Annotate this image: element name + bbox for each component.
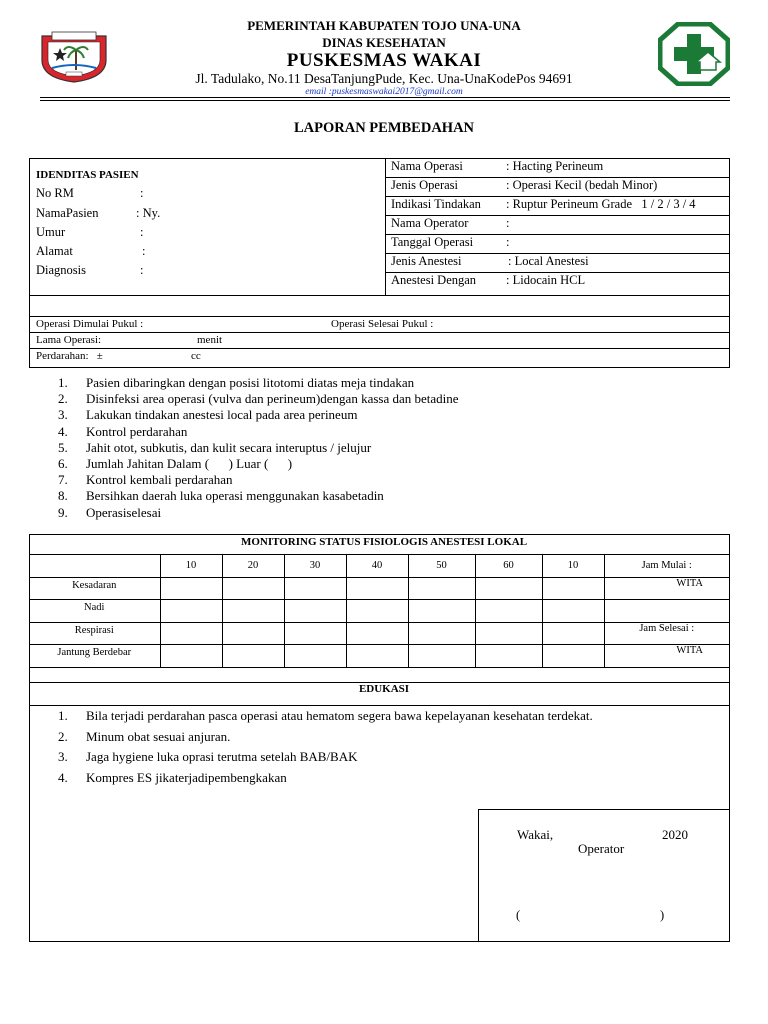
field-sep-diagnosis: : — [140, 263, 144, 277]
table-row — [29, 645, 729, 668]
table-cell[interactable] — [284, 577, 346, 600]
op-label-anesthetic-agent: Anestesi Dengan — [391, 273, 477, 287]
education-list — [58, 706, 593, 788]
op-value-date: : — [506, 235, 510, 249]
table-row — [29, 577, 729, 600]
table-cell[interactable] — [160, 645, 222, 668]
timing-mid-rule — [29, 332, 730, 333]
header-institution: PUSKESMAS WAKAI — [286, 50, 482, 71]
table-cell[interactable] — [222, 622, 284, 645]
start-time-label: Operasi Dimulai Pukul : — [36, 318, 144, 330]
table-cell — [604, 600, 729, 623]
table-cell[interactable] — [408, 645, 475, 668]
procedure-steps — [58, 375, 459, 521]
table-cell[interactable] — [408, 600, 475, 623]
puskesmas-green-cross-logo — [658, 22, 730, 86]
table-corner — [29, 555, 160, 578]
table-cell[interactable] — [284, 645, 346, 668]
table-cell[interactable] — [222, 600, 284, 623]
op-value-operator: : — [506, 216, 510, 230]
signature-left-rule — [478, 809, 479, 942]
list-item: 2. Minum obat sesuai anjuran. — [58, 728, 231, 744]
table-cell[interactable] — [542, 622, 604, 645]
signature-top-rule — [478, 809, 730, 810]
time-header: 40 — [346, 555, 408, 578]
time-header: 10 — [542, 555, 604, 578]
identity-bottom-rule — [29, 295, 730, 296]
table-cell[interactable] — [346, 622, 408, 645]
list-item: 1. Bila terjadi perdarahan pasca operasi atau hematom segera bawa kepelayanan kesehatan terdekat. — [58, 708, 593, 723]
signature-year: 2020 — [662, 827, 688, 842]
table-cell[interactable] — [542, 600, 604, 623]
list-item: 7. Kontrol kembali perdarahan — [58, 472, 233, 488]
op-value-anesthesia: : Local Anestesi — [508, 254, 589, 268]
monitoring-title: MONITORING STATUS FISIOLOGIS ANESTESI LOKAL — [240, 536, 528, 548]
op-label-indication: Indikasi Tindakan — [391, 197, 481, 211]
field-sep-rm: : — [140, 186, 144, 200]
bleeding-unit: cc — [191, 350, 201, 362]
time-header: 30 — [284, 555, 346, 578]
table-cell[interactable] — [284, 622, 346, 645]
list-item: 8. Bersihkan daerah luka operasi menggunakan kasabetadin — [58, 488, 384, 504]
wita-end: WITA — [604, 645, 729, 668]
row-label-kesadaran: Kesadaran — [29, 577, 160, 600]
table-cell[interactable] — [346, 600, 408, 623]
op-value-name: : Hacting Perineum — [506, 159, 604, 173]
row-label-jantung: Jantung Berdebar — [29, 645, 160, 668]
monitoring-table — [29, 554, 729, 668]
header-address: Jl. Tadulako, No.11 DesaTanjungPude, Kec. Una-UnaKodePos 94691 — [195, 71, 573, 86]
row-label-respirasi: Respirasi — [29, 622, 160, 645]
list-item: 1. Pasien dibaringkan dengan posisi litotomi diatas meja tindakan — [58, 375, 415, 390]
field-label-age: Umur — [36, 225, 66, 239]
time-header: 60 — [475, 555, 542, 578]
field-sep-age: : — [140, 225, 144, 239]
table-cell[interactable] — [475, 577, 542, 600]
wita-start: WITA — [604, 577, 729, 600]
table-cell[interactable] — [475, 600, 542, 623]
signature-close-paren: ) — [660, 908, 665, 922]
op-label-date: Tanggal Operasi — [391, 235, 474, 249]
field-label-rm: No RM — [36, 186, 74, 200]
time-header: 20 — [222, 555, 284, 578]
list-item: 2. Disinfeksi area operasi (vulva dan perineum)dengan kassa dan betadine — [58, 391, 459, 407]
patient-heading: IDENDITAS PASIEN — [36, 169, 139, 181]
field-label-diagnosis: Diagnosis — [36, 263, 86, 277]
table-cell[interactable] — [408, 577, 475, 600]
op-value-type: : Operasi Kecil (bedah Minor) — [506, 178, 658, 192]
field-sep-name: : Ny. — [136, 206, 161, 220]
row-label-nadi: Nadi — [29, 600, 160, 623]
end-time-label: Operasi Selesai Pukul : — [331, 318, 434, 330]
identity-divider — [385, 158, 386, 296]
timing-top-rule — [29, 316, 730, 317]
op-value-indication: : Ruptur Perineum Grade 1 / 2 / 3 / 4 — [506, 197, 696, 211]
table-cell[interactable] — [222, 645, 284, 668]
op-label-anesthesia: Jenis Anestesi — [391, 254, 462, 268]
signature-open-paren: ( — [516, 908, 521, 922]
table-cell[interactable] — [284, 600, 346, 623]
op-label-type: Jenis Operasi — [391, 178, 458, 192]
duration-label: Lama Operasi: — [36, 334, 102, 346]
table-cell[interactable] — [475, 645, 542, 668]
table-cell[interactable] — [408, 622, 475, 645]
list-item: 4. Kontrol perdarahan — [58, 423, 188, 439]
op-label-name: Nama Operasi — [391, 159, 463, 173]
duration-unit: menit — [197, 334, 223, 346]
jam-mulai-label: Jam Mulai : — [604, 555, 729, 578]
list-item: 4. Kompres ES jikaterjadipembengkakan — [58, 769, 287, 785]
header-department: DINAS KESEHATAN — [322, 35, 446, 50]
list-item: 5. Jahit otot, subkutis, dan kulit secara interuptus / jelujur — [58, 439, 372, 455]
table-row — [29, 600, 729, 623]
timing-low-rule — [29, 348, 730, 349]
signature-role: Operator — [578, 841, 625, 856]
header-rule-thin — [40, 100, 730, 101]
table-cell[interactable] — [160, 600, 222, 623]
table-cell[interactable] — [160, 622, 222, 645]
time-header: 10 — [160, 555, 222, 578]
table-cell[interactable] — [160, 577, 222, 600]
table-cell[interactable] — [346, 645, 408, 668]
time-header: 50 — [408, 555, 475, 578]
table-cell[interactable] — [542, 577, 604, 600]
field-label-name: NamaPasien — [36, 206, 99, 220]
field-label-address: Alamat — [36, 244, 73, 258]
list-item: 3. Lakukan tindakan anestesi local pada area perineum — [58, 407, 358, 423]
signature-place: Wakai, — [517, 827, 554, 842]
bleeding-label: Perdarahan: ± — [36, 350, 103, 362]
list-item: 6. Jumlah Jahitan Dalam ( ) Luar ( ) — [58, 455, 293, 471]
op-value-anesthetic-agent: : Lidocain HCL — [506, 273, 586, 287]
table-row — [29, 622, 729, 645]
table-cell[interactable] — [542, 645, 604, 668]
field-sep-address: : — [142, 244, 146, 258]
table-cell[interactable] — [346, 577, 408, 600]
table-cell[interactable] — [222, 577, 284, 600]
header-email: email :puskesmaswakai2017@gmail.com — [305, 87, 463, 97]
education-title: EDUKASI — [358, 683, 410, 695]
table-cell[interactable] — [475, 622, 542, 645]
jam-selesai-label: Jam Selesai : — [604, 622, 729, 645]
op-label-operator: Nama Operator — [391, 216, 469, 230]
list-item: 3. Jaga hygiene luka oprasi terutma setelah BAB/BAK — [58, 749, 358, 764]
header-rule — [40, 97, 730, 98]
page-title: LAPORAN PEMBEDAHAN — [293, 120, 475, 136]
header-government: PEMERINTAH KABUPATEN TOJO UNA-UNA — [247, 18, 521, 33]
list-item: 9. Operasiselesai — [58, 504, 162, 520]
